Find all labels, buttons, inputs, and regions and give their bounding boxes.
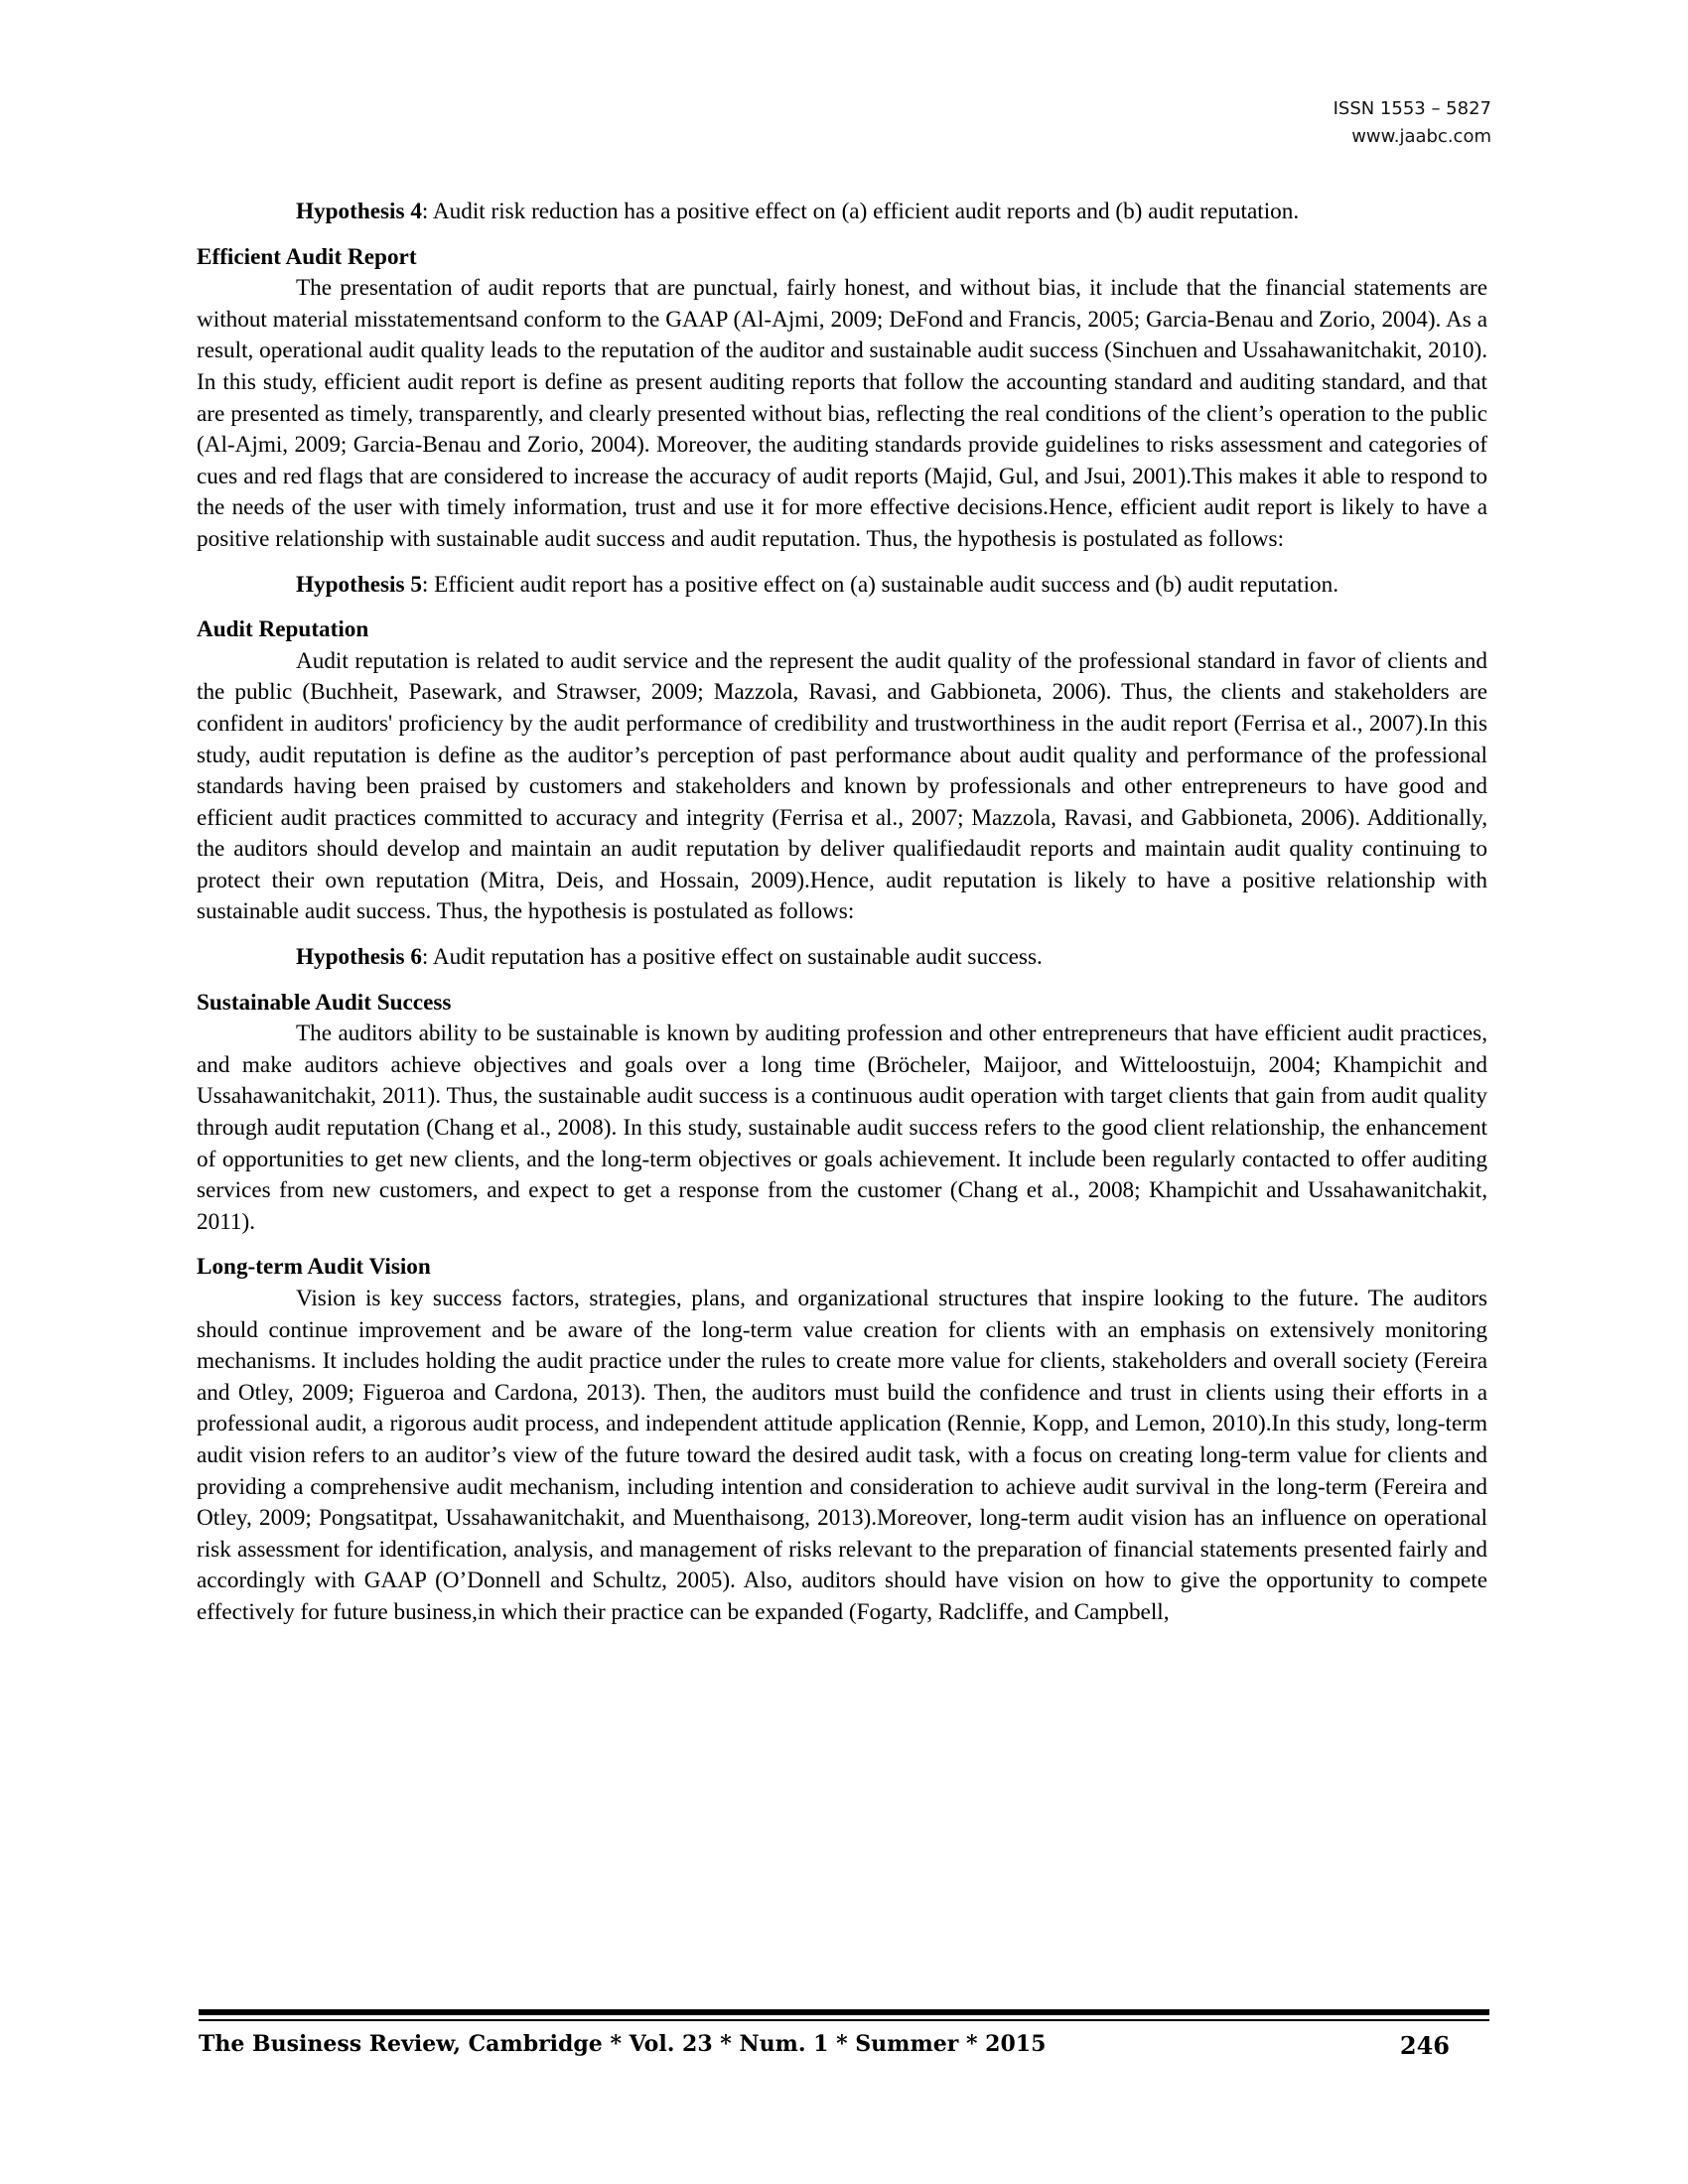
section-title-efficient-audit-report: Efficient Audit Report — [197, 243, 417, 270]
section-body-audit-reputation: Audit reputation is related to audit service and the represent the audit quality of the professional standard in favor of clients and the public (Buchheit, Pasewark, and Strawser, 2009; Mazzola, Ravasi, and Gabbioneta, 2006). Thus, the clients and stakeholders are confident in auditors' proficiency by the audit performance of credibility and trustworthiness in the audit report (Ferrisa et al., 2007).In this study, audit reputation is define as the auditor’s perception of past performance about audit quality and performance of the professional standards having been praised by customers and stakeholders and known by professionals and other entrepreneurs to have good and efficient audit practices committed to accuracy and integrity (Ferrisa et al., 2007; Mazzola, Ravasi, and Gabbioneta, 2006). Additionally, the auditors should develop and maintain an audit reputation by deliver qualifiedaudit reports and maintain audit quality continuing to protect their own reputation (Mitra, Deis, and Hossain, 2009).Hence, audit reputation is likely to have a positive relationship with sustainable audit success. Thus, the hypothesis is postulated as follows: — [197, 647, 1487, 925]
journal-citation: The Business Review, Cambridge * Vol. 23 * Num. 1 * Summer * 2015 — [199, 2031, 1047, 2057]
section-title-audit-reputation: Audit Reputation — [197, 616, 369, 643]
hypothesis-6 — [197, 942, 1487, 974]
section-body-sustainable-audit-success: The auditors ability to be sustainable is known by auditing profession and other entrepreneurs that have efficient audit practices, and make auditors achieve objectives and goals over a long time (Bröcheler, Maijoor, and Witteloostuijn, 2004; Khampichit and Ussahawanitchakit, 2011). Thus, the sustainable audit success is a continuous audit operation with target clients that gain from audit quality through audit reputation (Chang et al., 2008). In this study, sustainable audit success refers to the good client relationship, the enhancement of opportunities to get new clients, and the long-term objectives or goals achievement. It include been regularly contacted to offer auditing services from new customers, and expect to get a response from the customer (Chang et al., 2008; Khampichit and Ussahawanitchakit, 2011). — [197, 1021, 1487, 1235]
footer-divider — [199, 2009, 1489, 2021]
article-body — [197, 197, 1487, 1629]
hypothesis-5 — [197, 570, 1487, 602]
hypothesis-4-label: Hypothesis 4 — [296, 199, 422, 224]
issn-label: ISSN 1553 – 5827 — [1333, 98, 1491, 119]
hypothesis-6-text: : Audit reputation has a positive effect on sustainable audit success. — [421, 944, 1043, 971]
page-number: 246 — [1399, 2031, 1450, 2060]
hypothesis-4-text: : Audit risk reduction has a positive effect on (a) efficient audit reports and (b) audit reputation. — [421, 199, 1300, 224]
website-link[interactable]: www.jaabc.com — [1351, 126, 1491, 147]
hypothesis-5-label: Hypothesis 5 — [296, 571, 422, 598]
hypothesis-4 — [197, 197, 1487, 228]
page-footer — [199, 2031, 1450, 2060]
section-title-sustainable-audit-success: Sustainable Audit Success — [197, 989, 452, 1016]
section-body-long-term-audit-vision: Vision is key success factors, strategies, plans, and organizational structures that inspire looking to the future. The auditors should continue improvement and be aware of the long-term value creation for clients with an emphasis on extensively monitoring mechanisms. It includes holding the audit practice under the rules to create more value for clients, stakeholders and overall society (Fereira and Otley, 2009; Figueroa and Cardona, 2013). Then, the auditors must build the confidence and trust in clients using their efforts in a professional audit, a rigorous audit process, and independent attitude application (Rennie, Kopp, and Lemon, 2010).In this study, long-term audit vision refers to an auditor’s view of the future toward the desired audit task, with a focus on creating long-term value for clients and providing a comprehensive audit mechanism, including intention and consideration to achieve audit survival in the long-term (Fereira and Otley, 2009; Pongsatitpat, Ussahawanitchakit, and Muenthaisong, 2013).Moreover, long-term audit vision has an influence on operational risk assessment for identification, analysis, and management of risks relevant to the preparation of financial statements presented fairly and accordingly with GAAP (O’Donnell and Schultz, 2005). Also, auditors should have vision on how to give the opportunity to compete effectively for future business,in which their practice can be expanded (Fogarty, Radcliffe, and Campbell, — [197, 1286, 1487, 1625]
page-header — [1334, 95, 1491, 151]
section-body-efficient-audit-report: The presentation of audit reports that are punctual, fairly honest, and without bias, it include that the financial statements are without material misstatementsand conform to the GAAP (Al-Ajmi, 2009; DeFond and Francis, 2005; Garcia-Benau and Zorio, 2004). As a result, operational audit quality leads to the reputation of the auditor and sustainable audit success (Sinchuen and Ussahawanitchakit, 2010). In this study, efficient audit report is define as present auditing reports that follow the accounting standard and auditing standard, and that are presented as timely, transparently, and clearly presented without bias, reflecting the real conditions of the client’s operation to the public (Al-Ajmi, 2009; Garcia-Benau and Zorio, 2004). Moreover, the auditing standards provide guidelines to risks assessment and categories of cues and red flags that are considered to increase the accuracy of audit reports (Majid, Gul, and Jsui, 2001).This makes it able to respond to the needs of the user with timely information, trust and use it for more effective decisions.Hence, efficient audit report is likely to have a positive relationship with sustainable audit success and audit reputation. Thus, the hypothesis is postulated as follows: — [197, 275, 1487, 552]
hypothesis-6-label: Hypothesis 6 — [296, 944, 422, 971]
hypothesis-5-text: : Efficient audit report has a positive effect on (a) sustainable audit success and (b) audit reputation. — [421, 571, 1339, 598]
section-title-long-term-audit-vision: Long-term Audit Vision — [197, 1254, 431, 1281]
